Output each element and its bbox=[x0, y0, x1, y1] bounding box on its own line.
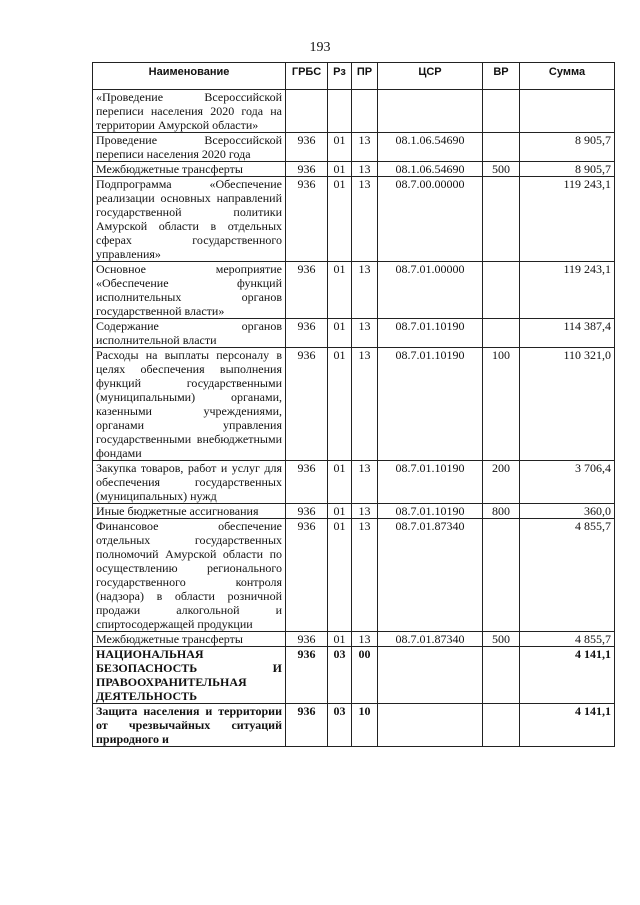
cell-name: Содержание органов исполнительной власти bbox=[93, 319, 286, 348]
table-row bbox=[93, 319, 615, 348]
cell-csr: 08.7.01.10190 bbox=[378, 461, 483, 504]
cell-pr: 13 bbox=[352, 177, 378, 262]
cell-csr bbox=[378, 647, 483, 704]
table-row bbox=[93, 162, 615, 177]
cell-vr bbox=[483, 133, 520, 162]
cell-csr: 08.7.01.87340 bbox=[378, 632, 483, 647]
cell-name: «Проведение Всероссийской переписи населения 2020 года на территории Амурской области» bbox=[93, 90, 286, 133]
cell-rz: 03 bbox=[328, 647, 352, 704]
cell-csr: 08.7.00.00000 bbox=[378, 177, 483, 262]
cell-grbs: 936 bbox=[286, 262, 328, 319]
cell-grbs bbox=[286, 90, 328, 133]
cell-grbs: 936 bbox=[286, 461, 328, 504]
cell-vr bbox=[483, 262, 520, 319]
table-row bbox=[93, 133, 615, 162]
cell-vr bbox=[483, 519, 520, 632]
cell-sum: 8 905,7 bbox=[520, 162, 615, 177]
table-row bbox=[93, 177, 615, 262]
table-header-row bbox=[93, 63, 615, 90]
header-csr: ЦСР bbox=[378, 63, 483, 90]
cell-name: Основное мероприятие «Обеспечение функций исполнительных органов государственной власти» bbox=[93, 262, 286, 319]
cell-vr bbox=[483, 90, 520, 133]
cell-pr: 13 bbox=[352, 162, 378, 177]
cell-csr: 08.7.01.00000 bbox=[378, 262, 483, 319]
cell-vr: 500 bbox=[483, 162, 520, 177]
cell-vr: 800 bbox=[483, 504, 520, 519]
cell-sum: 8 905,7 bbox=[520, 133, 615, 162]
table-row bbox=[93, 461, 615, 504]
cell-csr bbox=[378, 90, 483, 133]
cell-csr bbox=[378, 704, 483, 747]
cell-name: Межбюджетные трансферты bbox=[93, 162, 286, 177]
cell-sum: 4 855,7 bbox=[520, 632, 615, 647]
cell-vr bbox=[483, 647, 520, 704]
cell-pr: 13 bbox=[352, 504, 378, 519]
cell-csr: 08.1.06.54690 bbox=[378, 133, 483, 162]
cell-sum: 4 141,1 bbox=[520, 647, 615, 704]
cell-sum: 110 321,0 bbox=[520, 348, 615, 461]
cell-grbs: 936 bbox=[286, 133, 328, 162]
budget-table bbox=[92, 62, 615, 747]
cell-vr bbox=[483, 177, 520, 262]
cell-pr: 13 bbox=[352, 519, 378, 632]
cell-grbs: 936 bbox=[286, 348, 328, 461]
page-number: 193 bbox=[309, 40, 331, 55]
cell-pr: 13 bbox=[352, 632, 378, 647]
cell-grbs: 936 bbox=[286, 319, 328, 348]
cell-pr: 10 bbox=[352, 704, 378, 747]
table-row bbox=[93, 647, 615, 704]
cell-name: Иные бюджетные ассигнования bbox=[93, 504, 286, 519]
table-row bbox=[93, 704, 615, 747]
table-row bbox=[93, 348, 615, 461]
header-grbs: ГРБС bbox=[286, 63, 328, 90]
cell-pr: 13 bbox=[352, 348, 378, 461]
cell-name: Межбюджетные трансферты bbox=[93, 632, 286, 647]
cell-rz: 01 bbox=[328, 319, 352, 348]
cell-sum: 119 243,1 bbox=[520, 262, 615, 319]
cell-grbs: 936 bbox=[286, 504, 328, 519]
cell-pr bbox=[352, 90, 378, 133]
cell-name: Закупка товаров, работ и услуг для обеспечения государственных (муниципальных) нужд bbox=[93, 461, 286, 504]
cell-sum bbox=[520, 90, 615, 133]
cell-vr bbox=[483, 319, 520, 348]
cell-grbs: 936 bbox=[286, 632, 328, 647]
cell-csr: 08.7.01.10190 bbox=[378, 319, 483, 348]
cell-name: Подпрограмма «Обеспечение реализации основных направлений государственной политики Амурской области в отдельных сферах государственного управления» bbox=[93, 177, 286, 262]
cell-pr: 13 bbox=[352, 461, 378, 504]
cell-csr: 08.7.01.87340 bbox=[378, 519, 483, 632]
cell-name: Защита населения и территории от чрезвычайных ситуаций природного и bbox=[93, 704, 286, 747]
cell-csr: 08.1.06.54690 bbox=[378, 162, 483, 177]
cell-name: Расходы на выплаты персоналу в целях обеспечения выполнения функций государственными (муниципальными) органами, казенными учреждениями, органами управления государственными внебюджетными фондами bbox=[93, 348, 286, 461]
cell-rz bbox=[328, 90, 352, 133]
cell-sum: 3 706,4 bbox=[520, 461, 615, 504]
cell-sum: 360,0 bbox=[520, 504, 615, 519]
cell-rz: 03 bbox=[328, 704, 352, 747]
cell-vr: 500 bbox=[483, 632, 520, 647]
cell-grbs: 936 bbox=[286, 704, 328, 747]
table-row bbox=[93, 632, 615, 647]
header-vr: ВР bbox=[483, 63, 520, 90]
table-row bbox=[93, 90, 615, 133]
table-row bbox=[93, 504, 615, 519]
cell-pr: 13 bbox=[352, 262, 378, 319]
cell-rz: 01 bbox=[328, 519, 352, 632]
cell-sum: 4 141,1 bbox=[520, 704, 615, 747]
header-rz: Рз bbox=[328, 63, 352, 90]
cell-pr: 13 bbox=[352, 133, 378, 162]
table-row bbox=[93, 519, 615, 632]
cell-vr: 100 bbox=[483, 348, 520, 461]
cell-pr: 00 bbox=[352, 647, 378, 704]
cell-rz: 01 bbox=[328, 632, 352, 647]
cell-rz: 01 bbox=[328, 177, 352, 262]
header-sum: Сумма bbox=[520, 63, 615, 90]
cell-grbs: 936 bbox=[286, 647, 328, 704]
cell-rz: 01 bbox=[328, 133, 352, 162]
cell-rz: 01 bbox=[328, 461, 352, 504]
cell-vr bbox=[483, 704, 520, 747]
cell-rz: 01 bbox=[328, 162, 352, 177]
cell-sum: 119 243,1 bbox=[520, 177, 615, 262]
cell-rz: 01 bbox=[328, 262, 352, 319]
cell-name: Проведение Всероссийской переписи населения 2020 года bbox=[93, 133, 286, 162]
cell-sum: 4 855,7 bbox=[520, 519, 615, 632]
cell-pr: 13 bbox=[352, 319, 378, 348]
cell-csr: 08.7.01.10190 bbox=[378, 504, 483, 519]
cell-csr: 08.7.01.10190 bbox=[378, 348, 483, 461]
header-pr: ПР bbox=[352, 63, 378, 90]
cell-name: Финансовое обеспечение отдельных государственных полномочий Амурской области по осуществлению регионального государственного контроля (надзора) в области розничной продажи алкогольной и спиртосодержащей продукции bbox=[93, 519, 286, 632]
cell-rz: 01 bbox=[328, 504, 352, 519]
cell-vr: 200 bbox=[483, 461, 520, 504]
header-name: Наименование bbox=[93, 63, 286, 90]
cell-grbs: 936 bbox=[286, 177, 328, 262]
cell-rz: 01 bbox=[328, 348, 352, 461]
cell-grbs: 936 bbox=[286, 519, 328, 632]
cell-grbs: 936 bbox=[286, 162, 328, 177]
cell-name: НАЦИОНАЛЬНАЯ БЕЗОПАСНОСТЬ И ПРАВООХРАНИТЕЛЬНАЯ ДЕЯТЕЛЬНОСТЬ bbox=[93, 647, 286, 704]
cell-sum: 114 387,4 bbox=[520, 319, 615, 348]
table-row bbox=[93, 262, 615, 319]
